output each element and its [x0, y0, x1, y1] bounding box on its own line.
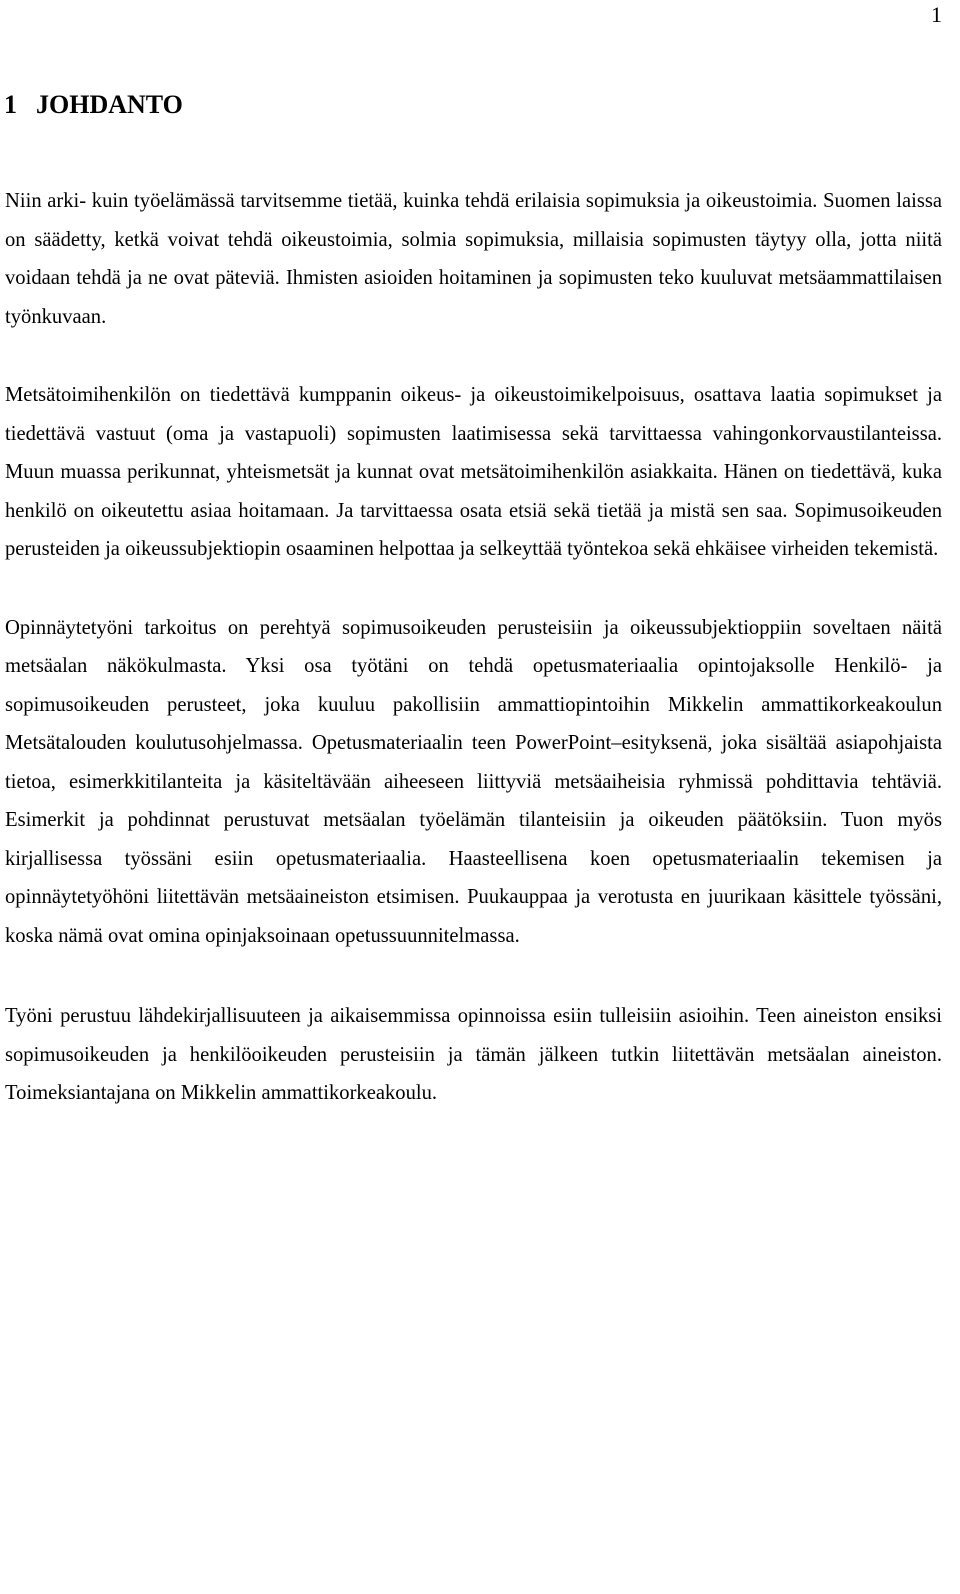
page-number: 1 — [931, 2, 942, 27]
body-text — [5, 182, 942, 1113]
paragraph-sources: Työni perustuu lähdekirjallisuuteen ja aikaisemmissa opinnoissa esiin tulleisiin asioihin. Teen aineiston ensiksi sopimusoikeuden ja henkilöoikeuden perusteisiin ja tämän jälkeen tutkin liitettävän metsäalan aineiston. Toimeksiantajana on Mikkelin ammattikorkeakoulu. — [5, 1005, 942, 1104]
chapter-title: JOHDANTO — [36, 90, 183, 119]
paragraph-thesis-purpose: Opinnäytetyöni tarkoitus on perehtyä sopimusoikeuden perusteisiin ja oikeussubjektioppiin soveltaen näitä metsäalan näkökulmasta. Yksi osa työtäni on tehdä opetusmateriaalia opintojaksolle Henkilö- ja sopimusoikeuden perusteet, joka kuuluu pakollisiin ammattiopintoihin Mikkelin ammattikorkeakoulun Metsätalouden koulutusohjelmassa. Opetusmateriaalin teen PowerPoint–esityksenä, joka sisältää asiapohjaista tietoa, esimerkkitilanteita ja käsiteltävään aiheeseen liittyviä metsäaiheisia ryhmissä pohdittavia tehtäviä. Esimerkit ja pohdinnat perustuvat metsäalan työelämän tilanteisiin ja oikeuden päätöksiin. Tuon myös kirjallisessa työssäni esiin opetusmateriaalia. Haasteellisena koen opetusmateriaalin tekemisen ja opinnäytetyöhöni liitettävän metsäaineiston etsimisen. Puukauppaa ja verotusta en juurikaan käsittele työssäni, koska nämä ovat omina opinjaksoinaan opetussuunnitelmassa. — [5, 616, 942, 947]
chapter-number: 1 — [4, 90, 17, 119]
paragraph-forestry-official: Metsätoimihenkilön on tiedettävä kumppanin oikeus- ja oikeustoimikelpoisuus, osattava laatia sopimukset ja tiedettävä vastuut (oma ja vastapuoli) sopimusten laatimisessa sekä tarvittaessa vahingonkorvaustilanteissa. Muun muassa perikunnat, yhteismetsät ja kunnat ovat metsätoimihenkilön asiakkaita. Hänen on tiedettävä, kuka henkilö on oikeutettu asiaa hoitamaan. Ja tarvittaessa osata etsiä sekä tietää ja mistä sen saa. Sopimusoikeuden perusteiden ja oikeussubjektiopin osaaminen helpottaa ja selkeyttää työntekoa sekä ehkäisee virheiden tekemistä. — [5, 384, 942, 560]
chapter-heading — [4, 92, 183, 118]
paragraph-intro: Niin arki- kuin työelämässä tarvitsemme tietää, kuinka tehdä erilaisia sopimuksia ja oikeustoimia. Suomen laissa on säädetty, ketkä voivat tehdä oikeustoimia, solmia sopimuksia, millaisia sopimusten täytyy olla, jotta niitä voidaan tehdä ja ne ovat päteviä. Ihmisten asioiden hoitaminen ja sopimusten teko kuuluvat metsäammattilaisen työnkuvaan. — [5, 190, 942, 328]
